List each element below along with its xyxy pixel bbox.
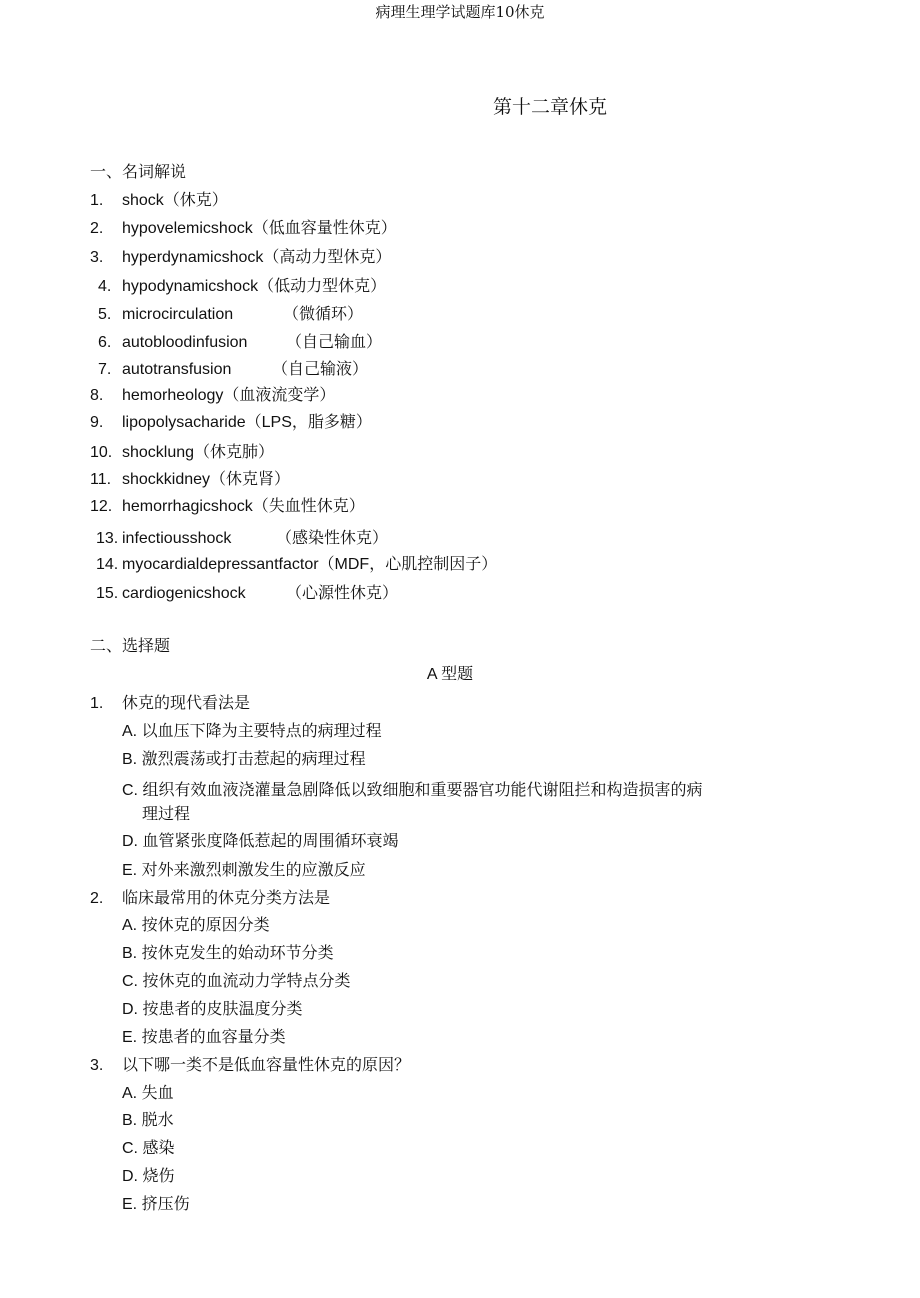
option: C. 按休克的血流动力学特点分类 <box>122 973 351 990</box>
question-number: 3. <box>90 1057 104 1074</box>
option: B. 脱水 <box>122 1112 174 1129</box>
term-gloss: （自己输血） <box>286 334 383 351</box>
term-item: shocklung（休克肺） <box>122 444 275 461</box>
term-item: hyperdynamicshock（高动力型休克） <box>122 249 392 266</box>
term-item: autobloodinfusion <box>122 334 248 351</box>
question-number: 1. <box>90 695 104 712</box>
term-item: microcirculation <box>122 306 234 323</box>
option: E. 挤压伤 <box>122 1196 190 1213</box>
term-gloss: （自己输液） <box>272 361 369 378</box>
term-number: 5. <box>98 306 112 323</box>
option: C. 组织有效血液浇灌量急剧降低以致细胞和重要器官功能代谢阻拦和构造损害的病 <box>122 782 703 799</box>
term-number: 14. <box>96 556 119 573</box>
term-item: hemorrhagicshock（失血性休克） <box>122 498 365 515</box>
term-gloss: （感染性休克） <box>276 530 389 547</box>
term-number: 12. <box>90 498 113 515</box>
term-number: 8. <box>90 387 104 404</box>
option: A. 按休克的原因分类 <box>122 917 270 934</box>
section-heading: 一、名词解说 <box>90 164 187 181</box>
term-gloss: （心源性休克） <box>286 585 399 602</box>
term-number: 7. <box>98 361 112 378</box>
term-number: 2. <box>90 220 104 237</box>
term-item: autotransfusion <box>122 361 232 378</box>
option: B. 按休克发生的始动环节分类 <box>122 945 334 962</box>
page-header: 病理生理学试题库10休克 <box>375 3 545 21</box>
term-item: hemorheology（血液流变学） <box>122 387 336 404</box>
option: A. 以血压下降为主要特点的病理过程 <box>122 723 382 740</box>
chapter-title: 第十二章休克 <box>493 97 608 118</box>
term-gloss: （微循环） <box>283 306 364 323</box>
term-item: lipopolysacharide（LPS，脂多糖） <box>122 414 372 431</box>
term-number: 9. <box>90 414 104 431</box>
term-number: 1. <box>90 192 104 209</box>
term-item: shockkidney（休克肾） <box>122 471 291 488</box>
option: D. 烧伤 <box>122 1168 175 1185</box>
option: E. 对外来激烈刺激发生的应激反应 <box>122 862 366 879</box>
term-number: 3. <box>90 249 104 266</box>
option-continuation: 理过程 <box>142 806 191 823</box>
question-text: 休克的现代看法是 <box>122 695 251 712</box>
subsection-heading: A 型题 <box>426 666 474 683</box>
option: D. 按患者的皮肤温度分类 <box>122 1001 303 1018</box>
term-item: myocardialdepressantfactor（MDF，心肌控制因子） <box>122 556 498 573</box>
term-number: 13. <box>96 530 119 547</box>
term-number: 10. <box>90 444 113 461</box>
term-item: hypodynamicshock（低动力型休克） <box>122 278 387 295</box>
term-number: 6. <box>98 334 112 351</box>
term-number: 11. <box>90 471 112 488</box>
term-item: shock（休克） <box>122 192 228 209</box>
option: E. 按患者的血容量分类 <box>122 1029 286 1046</box>
term-item: cardiogenicshock <box>122 585 246 602</box>
question-text: 以下哪一类不是低血容量性休克的原因？ <box>122 1057 411 1074</box>
option: B. 激烈震荡或打击惹起的病理过程 <box>122 751 366 768</box>
term-number: 4. <box>98 278 112 295</box>
term-item: infectiousshock <box>122 530 232 547</box>
question-number: 2. <box>90 890 104 907</box>
option: D. 血管紧张度降低惹起的周围循环衰竭 <box>122 833 399 850</box>
term-number: 15. <box>96 585 119 602</box>
question-text: 临床最常用的休克分类方法是 <box>122 890 331 907</box>
section-heading: 二、选择题 <box>90 638 171 655</box>
term-item: hypovelemicshock（低血容量性休克） <box>122 220 397 237</box>
option: A. 失血 <box>122 1085 174 1102</box>
option: C. 感染 <box>122 1140 175 1157</box>
